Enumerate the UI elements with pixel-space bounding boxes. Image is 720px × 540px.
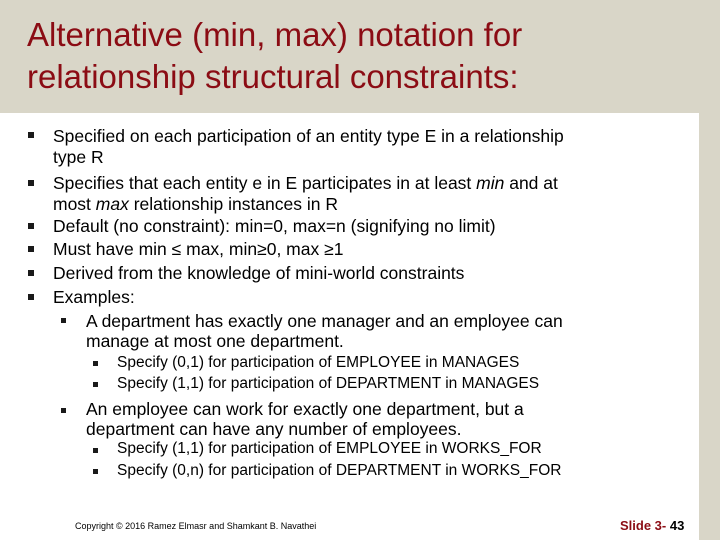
sub-sub-bullet-marker-4	[93, 469, 98, 474]
example-1-line-2: manage at most one department.	[86, 331, 344, 351]
example-1-sub-1: Specify (0,1) for participation of EMPLOYEE in MANAGES	[117, 354, 520, 371]
bullet-must-have: Must have min ≤ max, min≥0, max ≥1	[53, 239, 344, 259]
sub-sub-bullet-marker-2	[93, 382, 98, 387]
bullet-default: Default (no constraint): min=0, max=n (signifying no limit)	[53, 216, 496, 236]
bullet-specifies-line-1	[53, 173, 558, 194]
bullet-marker-6	[28, 294, 34, 300]
text-segment: and at	[504, 173, 558, 193]
footer-copyright: Copyright © 2016 Ramez Elmasr and Shamkant B. Navathei	[75, 521, 317, 531]
example-2-line-1: An employee can work for exactly one department, but a	[86, 399, 524, 419]
slide-title-line-1: Alternative (min, max) notation for	[27, 16, 523, 53]
slide-number	[620, 518, 684, 533]
text-segment: Specifies that each entity e in E participates in at least	[53, 173, 477, 193]
example-1-line-1: A department has exactly one manager and an employee can	[86, 311, 563, 331]
sub-bullet-marker-2	[61, 408, 66, 413]
bullet-specifies-line-2	[53, 194, 338, 215]
bullet-derived: Derived from the knowledge of mini-world constraints	[53, 263, 465, 283]
text-max-italic: max	[95, 194, 129, 214]
bullet-marker-2	[28, 180, 34, 186]
bullet-examples: Examples:	[53, 287, 135, 307]
example-2-line-2: department can have any number of employees.	[86, 419, 462, 439]
text-segment: most	[53, 194, 96, 214]
bullet-specified-line-1: Specified on each participation of an entity type E in a relationship	[53, 126, 564, 146]
text-min-italic: min	[476, 173, 505, 193]
slide-number-value: 43	[669, 518, 685, 533]
bullet-marker-3	[28, 223, 34, 229]
right-side-bar	[699, 113, 720, 540]
bullet-marker-1	[28, 132, 34, 138]
sub-sub-bullet-marker-3	[93, 448, 98, 453]
slide-number-label: Slide 3-	[620, 518, 667, 533]
sub-sub-bullet-marker-1	[93, 361, 98, 366]
bullet-marker-4	[28, 246, 34, 252]
sub-bullet-marker-1	[61, 318, 66, 323]
slide-title-line-2: relationship structural constraints:	[27, 58, 519, 95]
example-1-sub-2: Specify (1,1) for participation of DEPARTMENT in MANAGES	[117, 375, 540, 392]
bullet-marker-5	[28, 270, 34, 276]
example-2-sub-1: Specify (1,1) for participation of EMPLOYEE in WORKS_FOR	[117, 440, 542, 457]
example-2-sub-2: Specify (0,n) for participation of DEPARTMENT in WORKS_FOR	[117, 462, 562, 479]
text-segment: relationship instances in R	[128, 194, 338, 214]
bullet-specified-line-2: type R	[53, 147, 104, 167]
